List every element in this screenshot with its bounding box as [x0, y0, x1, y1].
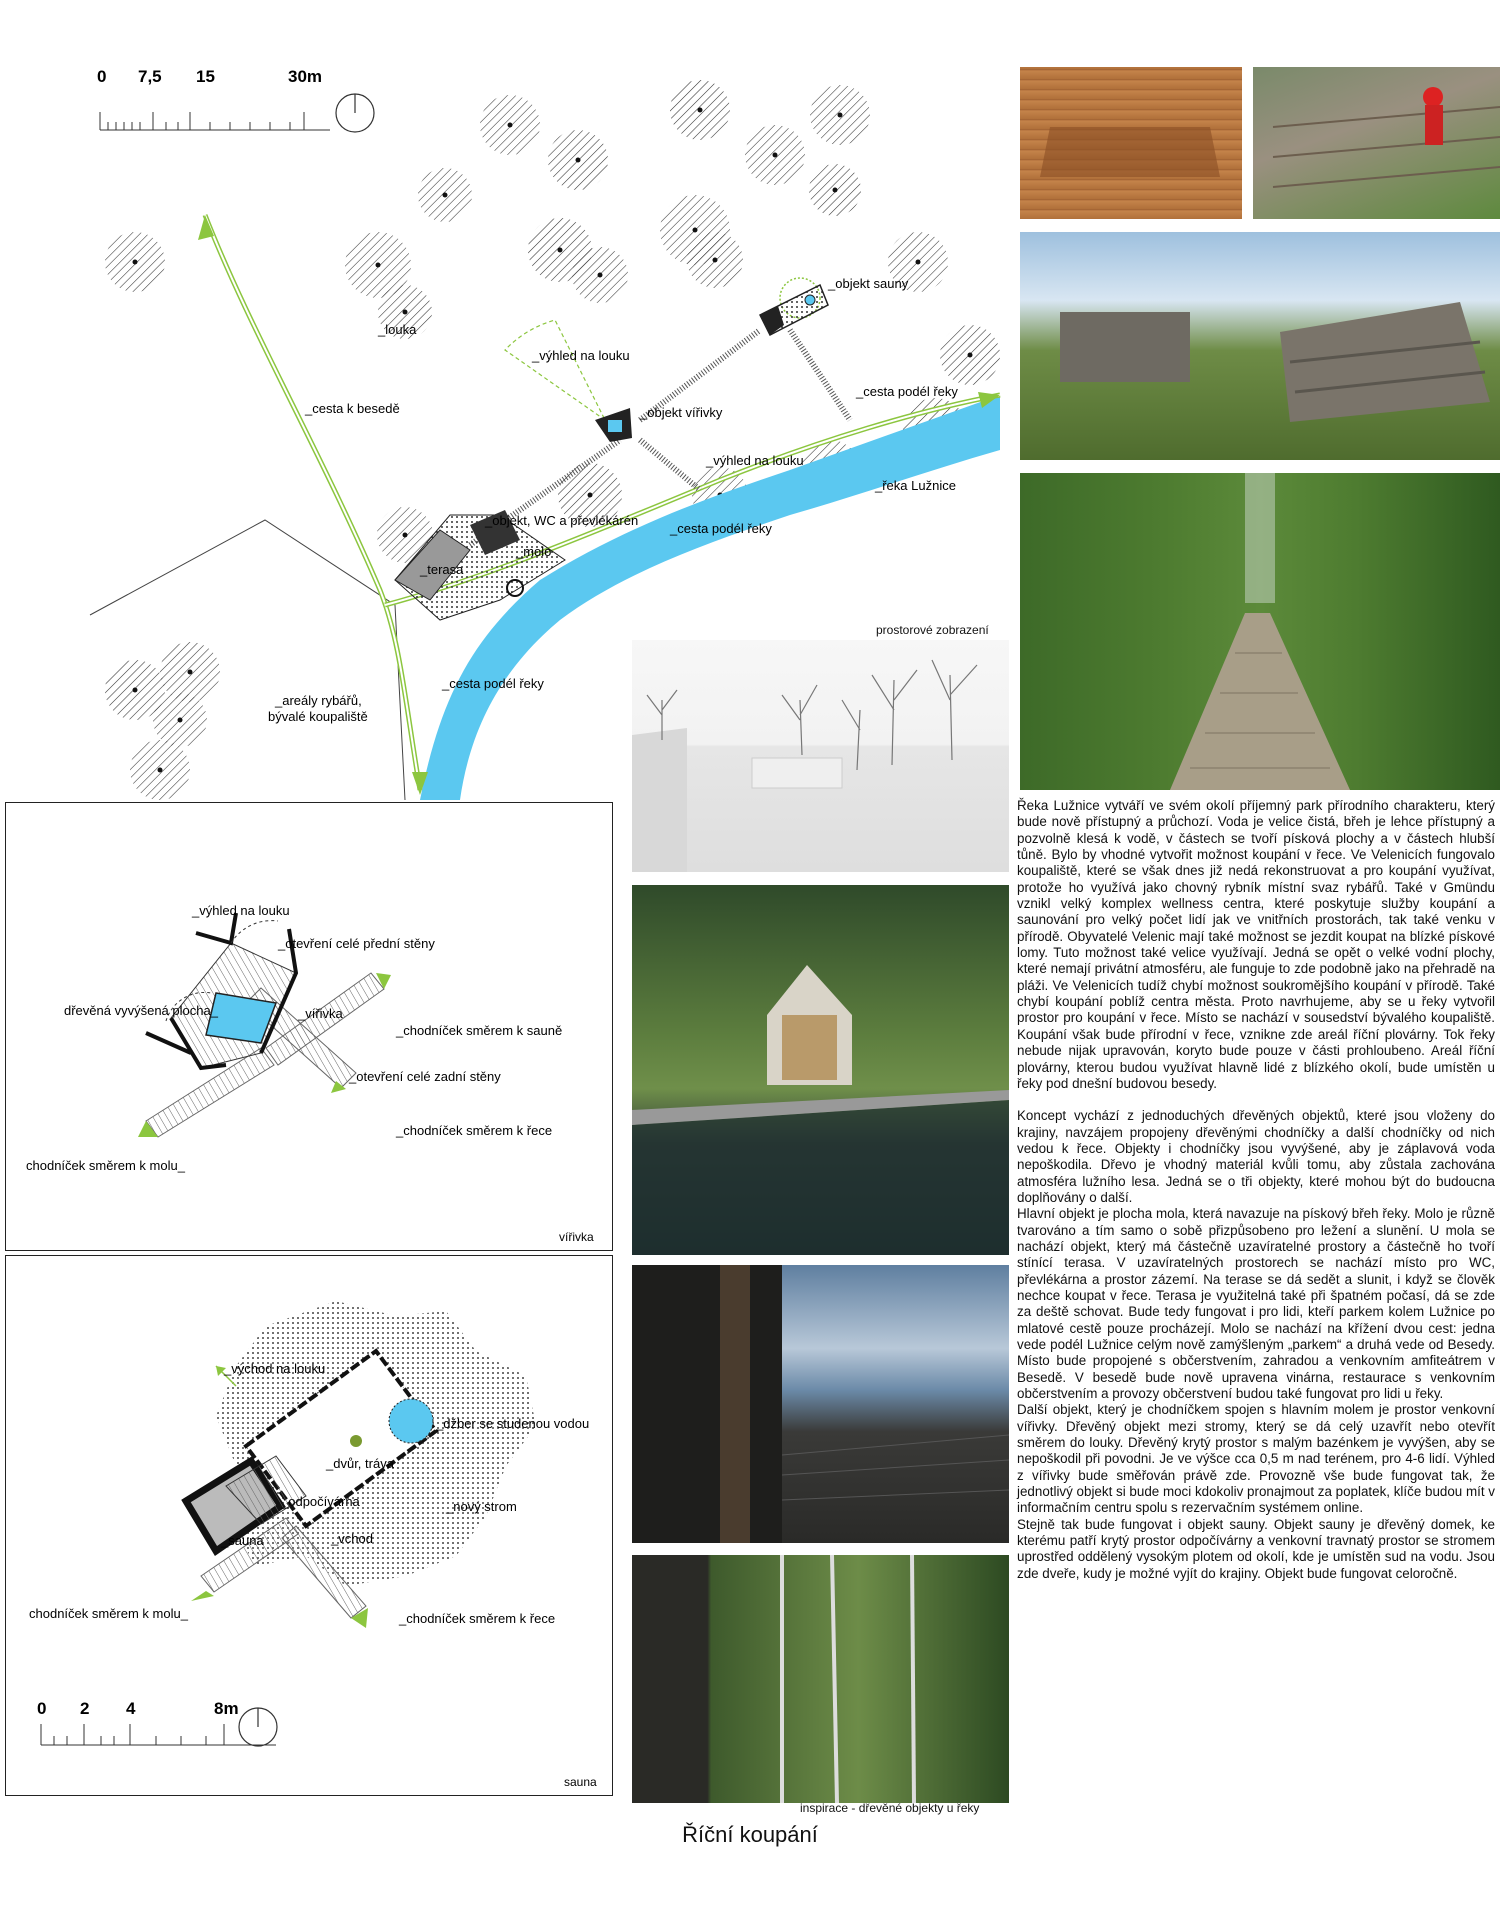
label-virivka: _vířivka [298, 1006, 343, 1021]
label-k-rece: _chodníček směrem k řece [399, 1611, 556, 1626]
label-terasa: _terasa [420, 562, 464, 577]
sauna-scale-bar [41, 1708, 277, 1746]
meadow-amphitheatre-photo [1020, 232, 1500, 460]
label-k-molu: chodníček směrem k molu_ [29, 1606, 188, 1621]
sauna-interior-photo [1020, 67, 1242, 219]
label-objekt-wc: _objekt, WC a převlékárén [485, 513, 639, 528]
label-k-saune: _chodníček směrem k sauně [396, 1023, 563, 1038]
label-molo: _molo [516, 544, 552, 559]
paragraph-2: Koncept vychází z jednoduchých dřevěných objektů, které jsou vloženy do krajiny, navzájem propojeny dřevěnými chodníčky a další chodníčky od nich vedou k řece. Objekty i chodníčky jsou vyvýšené, aby je záplavová voda nepoškodila. Dřevo je vhodný materiál kvůli tomu, aby zůstala zachována atmosféra lužního lesa. Jedná se o tři objekty, které mohou být do budoucna doplňovány o další. [1017, 1108, 1495, 1205]
scale-label-7-5: 7,5 [138, 67, 162, 86]
label-arealy-2: bývalé koupaliště [268, 709, 368, 724]
view-cone [505, 320, 605, 420]
label-k-molu: chodníček směrem k molu_ [26, 1158, 185, 1173]
label-cesta-podel-reky-1: _cesta podél řeky [856, 384, 958, 399]
label-cesta-podel-reky-2: _cesta podél řeky [670, 521, 772, 536]
label-vyhled-2: _výhled na louku [706, 453, 804, 468]
spatial-render-image [632, 640, 1009, 872]
scale-label-4: 4 [126, 1699, 136, 1718]
scale-label-15: 15 [196, 67, 215, 86]
hot-tub-plan-frame [5, 802, 613, 1251]
sauna-plan-frame [5, 1255, 613, 1796]
label-louka: _louka [378, 322, 417, 337]
inspiration-cabin-photo [632, 885, 1009, 1255]
description-text [1017, 798, 1495, 1582]
label-novy-strom: _nový strom [446, 1499, 517, 1514]
label-reka-luznice: _řeka Lužnice [875, 478, 956, 493]
scale-label-8m: 8m [214, 1699, 239, 1718]
label-arealy: _areály rybářů, [275, 693, 362, 708]
boardwalk-hedge-photo [1020, 473, 1500, 790]
label-k-rece: _chodníček směrem k řece [396, 1123, 553, 1138]
spatial-view-caption: prostorové zobrazení [876, 623, 989, 637]
page-title: Říční koupání [682, 1822, 818, 1847]
label-objekt-sauny: _objekt sauny [828, 276, 909, 291]
hot-tub-caption: vířivka [559, 1230, 594, 1244]
sloped-deck-people-photo [1253, 67, 1500, 219]
scale-bar [100, 94, 374, 132]
cold-water-tub [389, 1399, 433, 1443]
label-vyhled: _výhled na louku [192, 903, 290, 918]
inspiration-lake-deck-photo [632, 1265, 1009, 1543]
new-tree [350, 1435, 362, 1447]
label-predni-steny: _otevření celé přední stěny [278, 936, 435, 951]
label-objekt-virivky: _objekt vířivky [640, 405, 723, 420]
inspiration-forest-cabin-photo [632, 1555, 1009, 1803]
label-cesta-k-besede: _cesta k besedě [305, 401, 400, 416]
label-dvur: _dvůr, tráva [326, 1456, 394, 1471]
label-vchod: _vchod [331, 1531, 373, 1546]
label-vyhled-1: _výhled na louku [532, 348, 630, 363]
label-cesta-podel-reky-3: _cesta podél řeky [442, 676, 544, 691]
inspiration-caption: inspirace - dřevěné objekty u řeky [800, 1801, 980, 1815]
sauna-caption: sauna [564, 1775, 597, 1789]
label-zadni-steny: _otevření celé zadní stěny [349, 1069, 501, 1084]
label-odpocivarna: _odpočívárna [281, 1494, 360, 1509]
label-sauna: _sauna [221, 1533, 264, 1548]
label-vychod: _východ na louku [224, 1361, 326, 1376]
label-dzber: _džber se studenou vodou [436, 1416, 590, 1431]
label-vyvysena: dřevěná vyvýšená plocha_ [64, 1003, 218, 1018]
paragraph-1: Řeka Lužnice vytváří ve svém okolí příjemný park přírodního charakteru, který bude nově přístupný a průchozí. Voda je velice čistá, břeh je lehce přístupný a pozvolně klesá k vodě, v částech se tvoří písková plochy a v částech hlubší tůně. Bylo by vhodné vytvořit možnost koupání v řece. Ve Velenicích fungovalo koupaliště, které se však dnes již nedá rekonstruovat a pro koupání využívat, protože ho využívá jako chovný rybník místní svaz rybářů. Také v Gmündu vznikl velký komplex wellness centra, které poskytuje služby koupání a saunování pro velký počet lidí jak ve vnitřních prostorách, tak také venku v přírodě. Obyvatelé Velenic mají také možnost se jezdit koupat na blízké pískové lomy. Tuto možnost také velice využívají. Jedná se opět o velké vodní plochy, které nemají privátní atmosféru, ale funguje to zde podobně jako na přehradě na pláži. Ve Velenicích tudíž chybí možnost soukromějšího koupání v přírodě. Také chybí koupání poblíž centra města. Proto navrhujeme, aby se u řeky vytvořil prostor pro koupání v řece. Místo se nachází v sousedství bývalého koupaliště. Koupání však bude přírodní v řece, vznikne zde areál říční plovárny. Tok řeky nebude nijak upravován, koryto bude pouze v části prohloubeno. Areál říční plovárny, kterou budou využívat hlavně lidé z blízkého okolí, bude umístěn u řeky pod dnešní budovou besedy. [1017, 798, 1495, 1091]
scale-label-0: 0 [97, 67, 107, 86]
scale-label-2: 2 [80, 1699, 90, 1718]
paragraph-3: Hlavní objekt je plocha mola, která navazuje na pískový břeh řeky. Molo je různě tvarováno a tím samo o sobě přizpůsobeno pro ležení a slunění. U mola se nachází objekt, který má částečně uzavíratelné prostory a částečně ho tvoří stínící terasa. V uzavíratelných prostorech se nachází místo pro WC, převlékárna a prostor zázemí. Na terase se dá sedět a slunit, i když se člověk nechce koupat v řece. Terasa je využitelná také při špatném počasí, dá se zde za deště schovat. Bude tedy fungovat i pro lidi, kteří parkem kolem Lužnice po mlatové cestě pouze procházejí. Molo se nachází na křížení dvou cest: jedna vede podél Lužnice celým nově zamýšleným „parkem“ a druhá vede od Besedy. Místo bude propojené s občerstvením, zahradou a venkovním amfiteátrem v Besedě. V besedě bude nově upravena vinárna, restaurace s venkovním občerstvením a provozy občerstvení budou také fungovat pro lidi u řeky. [1017, 1206, 1495, 1402]
paragraph-5: Stejně tak bude fungovat i objekt sauny. Objekt sauny je dřevěný domek, ke kterému patří krytý prostor odpočívárny a venkovní travnatý prostor se stromem uprostřed oddělený vysokým plotem od okolí, kde je umístěn sud na vodu. Jsou zde dveře, kudy je možné vyjít do krajiny. Objekt bude fungovat celoročně. [1017, 1516, 1495, 1581]
sauna-plan-drawing [6, 1256, 612, 1795]
scale-label-30m: 30m [288, 67, 323, 86]
scale-label-0: 0 [37, 1699, 47, 1718]
hot-tub-plan-drawing [6, 803, 612, 1250]
sauna-object [760, 278, 828, 335]
paragraph-4: Další objekt, který je chodníčkem spojen s hlavním molem je prostor venkovní vířivky. Dřevěný objekt mezi stromy, který se dá celý uzavřít nebo otevřít směrem do louky. Dřevěný krytý prostor s malým bazénkem je vyvýšen, aby se nepoškodil při povodni. Je ve výšce cca 0,5 m nad terénem, pro 4-6 lidí. Výhled z vířivky bude směřován právě zde. Provozně vše bude fungovat tak, že jednotlivý objekt si bude moci kdokoliv pronajmout za poplatek, klíče budou mít v informačním centru spolu s rezervačním systémem online. [1017, 1402, 1495, 1516]
